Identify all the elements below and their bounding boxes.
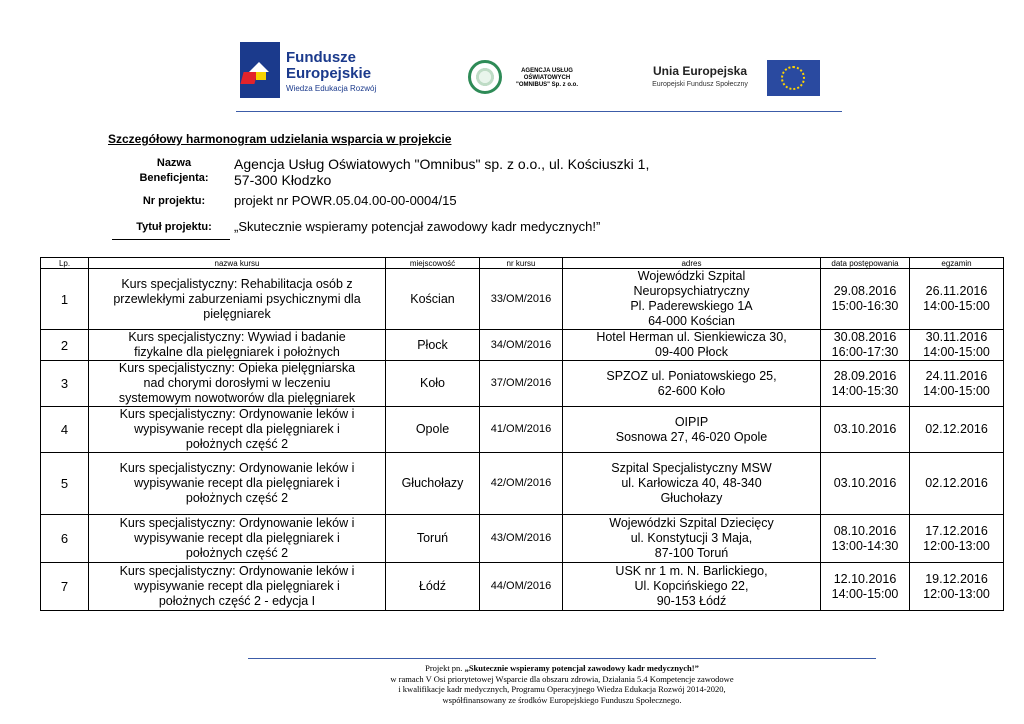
agency-seal-icon bbox=[468, 60, 502, 94]
fe-logo-text: Fundusze Europejskie bbox=[286, 49, 372, 82]
header-divider bbox=[236, 111, 842, 112]
header-lp: Lp. bbox=[41, 258, 89, 269]
cell-course-number: 42/OM/2016 bbox=[480, 453, 563, 515]
fe-logo-subtitle: Wiedza Edukacja Rozwój bbox=[286, 84, 377, 93]
header-address: adres bbox=[563, 258, 821, 269]
cell-date: 08.10.2016 13:00-14:30 bbox=[821, 515, 910, 563]
beneficiary-label: Nazwa Beneficjenta: bbox=[139, 157, 209, 184]
footer-divider bbox=[248, 658, 876, 659]
cell-city: Głuchołazy bbox=[386, 453, 480, 515]
document-title: Szczegółowy harmonogram udzielania wsparcia w projekcie bbox=[108, 132, 452, 146]
cell-course-number: 37/OM/2016 bbox=[480, 361, 563, 407]
cell-exam: 02.12.2016 bbox=[910, 407, 1004, 453]
eu-flag-icon bbox=[767, 60, 820, 96]
header-course-name: nazwa kursu bbox=[89, 258, 386, 269]
ue-title: Unia Europejska bbox=[652, 64, 748, 78]
agency-omnibus-logo bbox=[468, 60, 588, 98]
table-row bbox=[41, 453, 1004, 515]
cell-date: 30.08.2016 16:00-17:30 bbox=[821, 330, 910, 361]
cell-exam: 02.12.2016 bbox=[910, 453, 1004, 515]
project-title-label: Tytuł projektu: bbox=[136, 221, 212, 233]
cell-course-name: Kurs specjalistyczny: Ordynowanie leków i wypisywanie recept dla pielęgniarek i położnych część 2 bbox=[89, 515, 386, 563]
agency-logo-text: AGENCJA USŁUG OŚWIATOWYCH "OMNIBUS" Sp. z o.o. bbox=[515, 68, 579, 88]
footer-line-3: i kwalifikacje kadr medycznych, Programu Operacyjnego Wiedza Edukacja Rozwój 2014-2020, bbox=[398, 684, 726, 694]
cell-course-name: Kurs specjalistyczny: Ordynowanie leków i wypisywanie recept dla pielęgniarek i położnych część 2 bbox=[89, 453, 386, 515]
table-row bbox=[41, 563, 1004, 611]
footer bbox=[220, 663, 904, 705]
footer-prefix: Projekt pn. bbox=[425, 663, 465, 673]
fe-flag-icon bbox=[240, 42, 280, 98]
cell-city: Koło bbox=[386, 361, 480, 407]
cell-row-number: 7 bbox=[41, 563, 89, 611]
meta-underline bbox=[112, 239, 230, 240]
cell-city: Łódź bbox=[386, 563, 480, 611]
cell-city: Toruń bbox=[386, 515, 480, 563]
schedule-table bbox=[40, 257, 1004, 611]
cell-address: Hotel Herman ul. Sienkiewicza 30, 09-400 Płock bbox=[563, 330, 821, 361]
cell-city: Opole bbox=[386, 407, 480, 453]
cell-date: 03.10.2016 bbox=[821, 453, 910, 515]
project-number-value: projekt nr POWR.05.04.00-00-0004/15 bbox=[234, 193, 457, 208]
header-exam: egzamin bbox=[910, 258, 1004, 269]
project-number-label: Nr projektu: bbox=[142, 195, 206, 207]
cell-address: USK nr 1 m. N. Barlickiego, Ul. Kopcińskiego 22, 90-153 Łódź bbox=[563, 563, 821, 611]
cell-course-number: 43/OM/2016 bbox=[480, 515, 563, 563]
ue-subtitle: Europejski Fundusz Społeczny bbox=[652, 81, 748, 88]
cell-course-name: Kurs specjalistyczny: Opieka pielęgniarska nad chorymi dorosłymi w leczeniu systemowym nowotworów dla pielęgniarek bbox=[89, 361, 386, 407]
cell-course-number: 44/OM/2016 bbox=[480, 563, 563, 611]
cell-address: Szpital Specjalistyczny MSW ul. Karłowicza 40, 48-340 Głuchołazy bbox=[563, 453, 821, 515]
header-course-no: nr kursu bbox=[480, 258, 563, 269]
footer-line-2: w ramach V Osi priorytetowej Wsparcie dla obszaru zdrowia, Działania 5.4 Kompetencje zawodowe bbox=[390, 673, 734, 684]
cell-course-number: 34/OM/2016 bbox=[480, 330, 563, 361]
cell-row-number: 3 bbox=[41, 361, 89, 407]
cell-date: 29.08.2016 15:00-16:30 bbox=[821, 269, 910, 330]
cell-date: 12.10.2016 14:00-15:00 bbox=[821, 563, 910, 611]
cell-date: 03.10.2016 bbox=[821, 407, 910, 453]
unia-europejska-logo bbox=[640, 60, 820, 96]
cell-course-name: Kurs specjalistyczny: Rehabilitacja osób z przewlekłymi zaburzeniami psychicznymi dla pielęgniarek bbox=[89, 269, 386, 330]
cell-course-number: 33/OM/2016 bbox=[480, 269, 563, 330]
cell-address: Wojewódzki Szpital Dziecięcy ul. Konstytucji 3 Maja, 87-100 Toruń bbox=[563, 515, 821, 563]
cell-exam: 17.12.2016 12:00-13:00 bbox=[910, 515, 1004, 563]
cell-address: SPZOZ ul. Poniatowskiego 25, 62-600 Koło bbox=[563, 361, 821, 407]
project-title-value: „Skutecznie wspieramy potencjał zawodowy kadr medycznych!” bbox=[234, 219, 601, 234]
table-row bbox=[41, 330, 1004, 361]
cell-row-number: 2 bbox=[41, 330, 89, 361]
table-header-row bbox=[41, 258, 1004, 269]
cell-city: Płock bbox=[386, 330, 480, 361]
cell-row-number: 5 bbox=[41, 453, 89, 515]
cell-course-number: 41/OM/2016 bbox=[480, 407, 563, 453]
cell-row-number: 4 bbox=[41, 407, 89, 453]
cell-exam: 26.11.2016 14:00-15:00 bbox=[910, 269, 1004, 330]
cell-city: Kościan bbox=[386, 269, 480, 330]
header-date: data postępowania bbox=[821, 258, 910, 269]
footer-project-title: „Skutecznie wspieramy potencjał zawodowy kadr medycznych!” bbox=[464, 663, 699, 673]
cell-exam: 24.11.2016 14:00-15:00 bbox=[910, 361, 1004, 407]
fundusze-europejskie-logo bbox=[240, 42, 390, 102]
cell-course-name: Kurs specjalistyczny: Ordynowanie leków i wypisywanie recept dla pielęgniarek i położnych część 2 bbox=[89, 407, 386, 453]
cell-course-name: Kurs specjalistyczny: Wywiad i badanie fizykalne dla pielęgniarek i położnych bbox=[89, 330, 386, 361]
cell-address: OIPIP Sosnowa 27, 46-020 Opole bbox=[563, 407, 821, 453]
cell-course-name: Kurs specjalistyczny: Ordynowanie leków i wypisywanie recept dla pielęgniarek i położnych część 2 - edycja I bbox=[89, 563, 386, 611]
cell-address: Wojewódzki Szpital Neuropsychiatryczny Pl. Paderewskiego 1A 64-000 Kościan bbox=[563, 269, 821, 330]
cell-exam: 30.11.2016 14:00-15:00 bbox=[910, 330, 1004, 361]
table-row bbox=[41, 269, 1004, 330]
beneficiary-value: Agencja Usług Oświatowych "Omnibus" sp. z o.o., ul. Kościuszki 1, 57-300 Kłodzko bbox=[234, 156, 650, 188]
cell-date: 28.09.2016 14:00-15:30 bbox=[821, 361, 910, 407]
cell-row-number: 6 bbox=[41, 515, 89, 563]
table-row bbox=[41, 515, 1004, 563]
table-row bbox=[41, 407, 1004, 453]
footer-line-4: współfinansowany ze środków Europejskiego Funduszu Społecznego. bbox=[442, 694, 682, 705]
cell-row-number: 1 bbox=[41, 269, 89, 330]
header-city: miejscowość bbox=[386, 258, 480, 269]
cell-exam: 19.12.2016 12:00-13:00 bbox=[910, 563, 1004, 611]
table-row bbox=[41, 361, 1004, 407]
